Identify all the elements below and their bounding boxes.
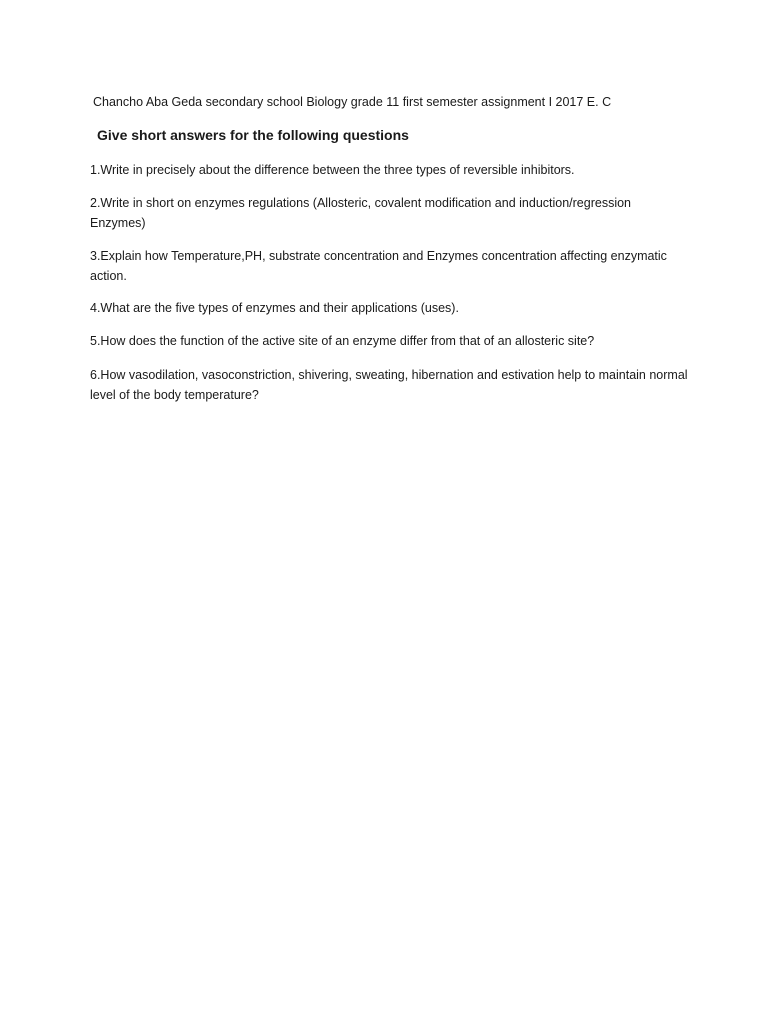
question-1: 1.Write in precisely about the difference between the three types of reversible inhibitors. xyxy=(90,163,575,177)
document-header: Chancho Aba Geda secondary school Biology grade 11 first semester assignment I 2017 E. C xyxy=(93,95,612,109)
question-4: 4.What are the five types of enzymes and their applications (uses). xyxy=(90,301,459,315)
question-6: 6.How vasodilation, vasoconstriction, shivering, sweating, hibernation and estivation help to maintain normal level of the body temperature? xyxy=(90,368,688,402)
instruction-heading: Give short answers for the following questions xyxy=(97,127,409,143)
question-2: 2.Write in short on enzymes regulations (Allosteric, covalent modification and induction/regression Enzymes) xyxy=(90,196,632,230)
question-3: 3.Explain how Temperature,PH, substrate concentration and Enzymes concentration affecting enzymatic action. xyxy=(90,249,667,283)
question-5: 5.How does the function of the active site of an enzyme differ from that of an allosteric site? xyxy=(90,334,595,348)
